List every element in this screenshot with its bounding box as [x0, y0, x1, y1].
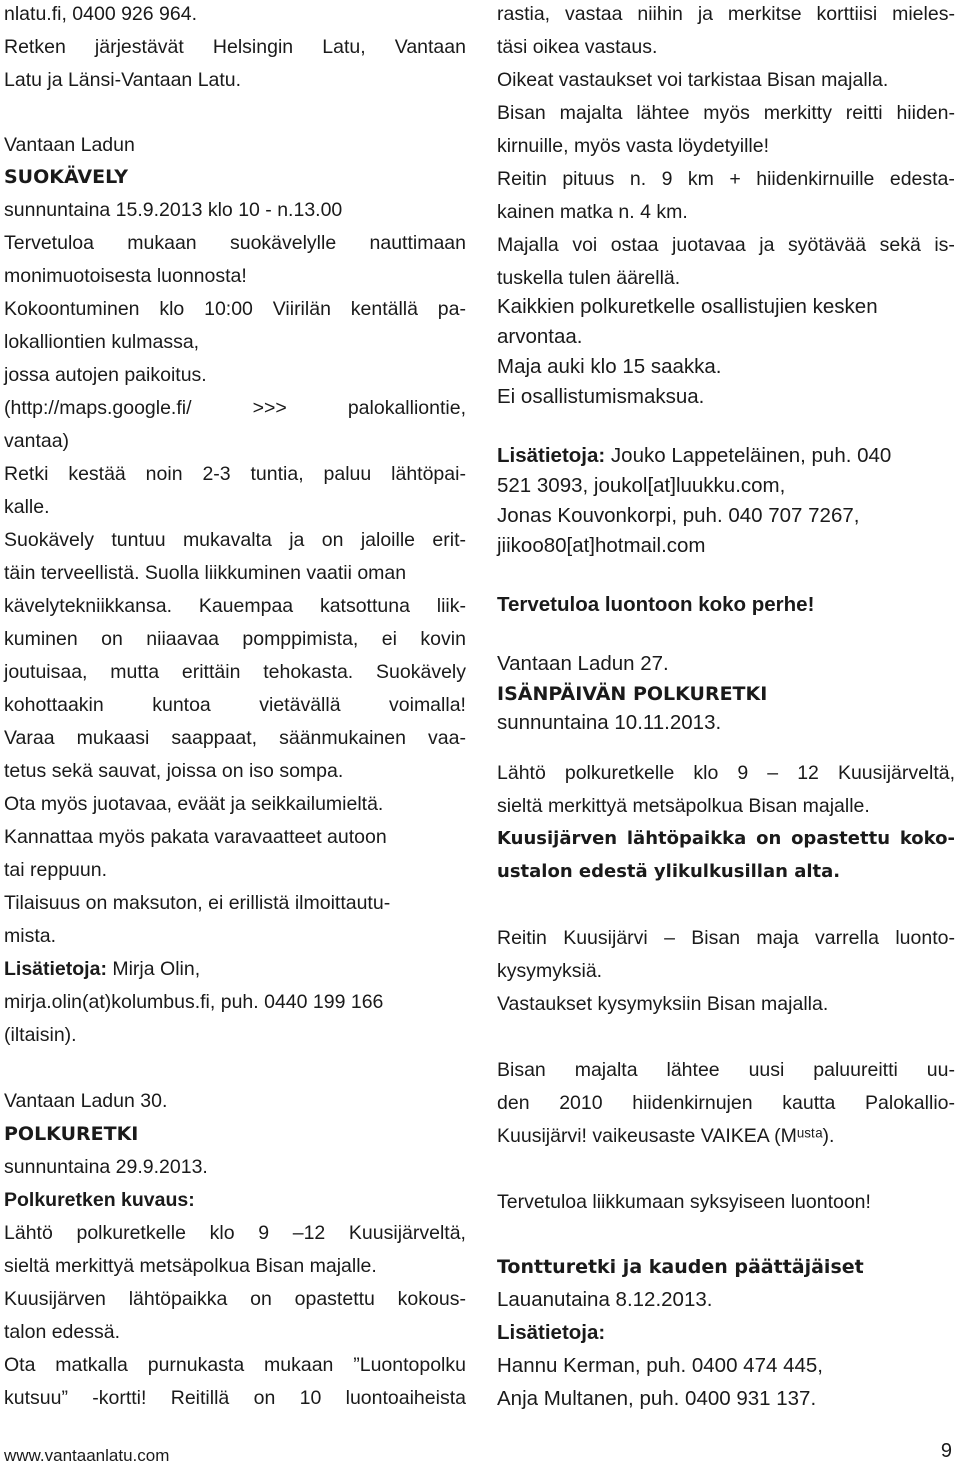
word: mukaan [264, 1354, 334, 1376]
word: –12 [292, 1222, 326, 1244]
word: mukaan [127, 232, 197, 254]
word: kautta [782, 1092, 836, 1114]
word: Bisan [497, 102, 546, 124]
word: tuntuu [111, 529, 166, 551]
word: vietävällä [259, 694, 341, 716]
word: majalta [559, 102, 623, 124]
word: koko- [899, 828, 955, 849]
text-line: Vastaukset kysymyksiin Bisan majalla. [497, 993, 829, 1015]
word: >>> [252, 397, 287, 419]
text-line: ustalon edestä ylikulkusillan alta. [497, 861, 841, 882]
word: liik- [436, 595, 466, 617]
word: Palokallio- [865, 1092, 955, 1114]
word: Suokävely [376, 661, 466, 683]
text-line: sieltä merkittyä metsäpolkua Bisan majalle. [4, 1255, 377, 1277]
text-line [4, 593, 466, 619]
text-line: tuskella tulen äärellä. [497, 267, 681, 289]
label-bold: Lisätietoja: [4, 958, 107, 980]
word: myös [703, 102, 750, 124]
label-bold: Lisätietoja: [497, 444, 606, 467]
text-line: nlatu.fi, 0400 926 964. [4, 3, 197, 25]
text-line: Ota myös juotavaa, eväät ja seikkailumieltä. [4, 793, 384, 815]
text-line: Kaikkien polkuretkelle osallistujien kesken [497, 295, 878, 318]
word: pituus [562, 168, 615, 190]
word: palokalliontie, [347, 397, 466, 419]
word: matkalla [55, 1354, 128, 1376]
word: on [321, 529, 344, 551]
text-line: Kuusijärvi! vaikeusaste VAIKEA (Mᵘˢᵗᵃ). [497, 1125, 835, 1147]
word: is- [934, 234, 955, 256]
word: Reitin [497, 168, 547, 190]
section-heading: ISÄNPÄIVÄN POLKURETKI [497, 683, 768, 705]
word: kutsuu” [4, 1387, 68, 1409]
word: + [729, 168, 741, 190]
text-line [4, 230, 466, 256]
word: (http://maps.google.fi/ [4, 397, 192, 419]
word: rastia, [497, 3, 551, 25]
word: säänmukainen [279, 727, 406, 749]
word: Kauempaa [198, 595, 294, 617]
word: 2-3 [202, 463, 231, 485]
text-line: Tilaisuus on maksuton, ei erillistä ilmoittautu- [4, 892, 391, 914]
word: den [497, 1092, 530, 1114]
word: klo [209, 1222, 235, 1244]
word: Ota [4, 1354, 36, 1376]
word: merkitse [727, 3, 802, 25]
word: Majalla [497, 234, 559, 256]
text-line [497, 443, 891, 469]
text-line: sunnuntaina 15.9.2013 klo 10 - n.13.00 [4, 199, 343, 221]
text-line: Lauanutaina 8.12.2013. [497, 1288, 713, 1311]
word: on [756, 828, 782, 849]
word: erit- [432, 529, 466, 551]
word: mukavalta [182, 529, 272, 551]
text-line: Vantaan Ladun [4, 134, 135, 156]
word: luonto- [895, 927, 955, 949]
word: on [250, 1288, 272, 1310]
word: reitti [845, 102, 883, 124]
word: Viirilän [272, 298, 331, 320]
word: saappaat, [171, 727, 258, 749]
text-line: monimuotoisesta luonnosta! [4, 265, 247, 287]
word: km [687, 168, 714, 190]
word: noin [145, 463, 183, 485]
text-line: kirnuille, myös vasta löydetyille! [497, 135, 770, 157]
text-line: Lisätietoja: [497, 1321, 606, 1344]
text-line: Kannattaa myös pakata varavaatteet autoon [4, 826, 387, 848]
text-line: Ei osallistumismaksua. [497, 385, 705, 408]
text-line: mirja.olin(at)kolumbus.fi, puh. 0440 199 166 [4, 991, 384, 1013]
label-value: Mirja Olin, [106, 958, 201, 980]
word: Reitin [497, 927, 547, 949]
word: Lähtö [497, 762, 546, 784]
word: Latu, [322, 36, 366, 58]
word: kuminen [4, 628, 78, 650]
word: pa- [437, 298, 466, 320]
word: Varaa [4, 727, 55, 749]
word: polkuretkelle [564, 762, 675, 784]
text-line: Anja Multanen, puh. 0400 931 137. [497, 1387, 817, 1410]
word: niiaavaa [146, 628, 219, 650]
word: 9 [258, 1222, 270, 1244]
word: Kuusijärveltä, [837, 762, 955, 784]
word: 9 [737, 762, 749, 784]
text-line [4, 956, 200, 982]
text-line: jiikoo80[at]hotmail.com [497, 534, 706, 557]
word: hiidenkirnujen [632, 1092, 753, 1114]
text-line [497, 100, 955, 126]
word: suokävelylle [229, 232, 337, 254]
label-value: Jouko Lappeteläinen, puh. 040 [605, 444, 892, 467]
section-heading: SUOKÄVELY [4, 166, 128, 188]
text-line: 521 3093, joukol[at]luukku.com, [497, 474, 786, 497]
word: pomppimista, [242, 628, 359, 650]
word: Kokoontuminen [4, 298, 140, 320]
text-line: täin terveellistä. Suolla liikkuminen vaatii oman [4, 562, 407, 584]
text-line [4, 1385, 466, 1411]
text-line [4, 461, 466, 487]
text-line: Latu ja Länsi-Vantaan Latu. [4, 69, 242, 91]
word: luontoaiheista [345, 1387, 466, 1409]
word: edesta- [889, 168, 955, 190]
text-line [4, 395, 466, 421]
page-number: 9 [940, 1440, 952, 1462]
text-line: tetus sekä sauvat, joissa on iso sompa. [4, 760, 344, 782]
text-line: kysymyksiä. [497, 960, 603, 982]
word: polkuretkelle [76, 1222, 186, 1244]
text-line: kalle. [4, 496, 50, 518]
text-line: kainen matka n. 4 km. [497, 201, 688, 223]
word: 10:00 [204, 298, 253, 320]
word: uusi [748, 1059, 785, 1081]
word: katsottuna [319, 595, 410, 617]
word: -kortti! [92, 1387, 147, 1409]
word: ”Luontopolku [353, 1354, 466, 1376]
word: 10 [299, 1387, 322, 1409]
word: 2010 [559, 1092, 603, 1114]
word: sekä [879, 234, 921, 256]
word: nauttimaan [369, 232, 466, 254]
word: opastettu [791, 828, 891, 849]
word: Kuusijärven [4, 1288, 106, 1310]
word: voimalla! [389, 694, 466, 716]
text-line: Polkuretken kuvaus: [4, 1189, 195, 1211]
text-line [497, 925, 955, 951]
word: – [664, 927, 675, 949]
text-line: sunnuntaina 29.9.2013. [4, 1156, 208, 1178]
word: merkitty [763, 102, 832, 124]
word: Kuusijärveltä, [348, 1222, 466, 1244]
word: vaa- [428, 727, 466, 749]
word: tehokasta. [263, 661, 354, 683]
text-line [497, 1057, 955, 1083]
text-line [4, 1352, 466, 1378]
word: lähtöpaikka [128, 1288, 228, 1310]
word: Bisan [497, 1059, 546, 1081]
word: Retki [4, 463, 49, 485]
word: mukaasi [76, 727, 150, 749]
word: Reitillä [170, 1387, 230, 1409]
text-line: mista. [4, 925, 57, 947]
text-line [497, 826, 955, 852]
word: paluureitti [813, 1059, 898, 1081]
word: klo [693, 762, 719, 784]
word: tuntia, [250, 463, 304, 485]
text-line: tai reppuun. [4, 859, 107, 881]
word: purnukasta [147, 1354, 245, 1376]
word: kentällä [350, 298, 418, 320]
word: 12 [797, 762, 819, 784]
text-line: Jonas Kouvonkorpi, puh. 040 707 7267, [497, 504, 860, 527]
word: vastaa [565, 3, 623, 25]
text-line: sunnuntaina 10.11.2013. [497, 711, 722, 734]
text-line [497, 1090, 955, 1116]
text-line [4, 692, 466, 718]
word: majalta [574, 1059, 638, 1081]
word: opastettu [294, 1288, 375, 1310]
word: mieles- [892, 3, 955, 25]
word: lähtee [666, 1059, 720, 1081]
word: kovin [420, 628, 466, 650]
word: paluu [323, 463, 372, 485]
text-line: arvontaa. [497, 325, 583, 348]
text-line [4, 296, 466, 322]
word: erittäin [181, 661, 241, 683]
word: on [101, 628, 123, 650]
word: hiiden- [896, 102, 955, 124]
word: – [767, 762, 779, 784]
text-line: Hannu Kerman, puh. 0400 474 445, [497, 1354, 823, 1377]
word: mutta [110, 661, 160, 683]
text-line: talon edessä. [4, 1321, 121, 1343]
word: ja [289, 529, 305, 551]
text-line: Vantaan Ladun 27. [497, 652, 669, 675]
word: Helsingin [212, 36, 294, 58]
word: ja [697, 3, 714, 25]
word: juotavaa [672, 234, 746, 256]
word: joutuisaa, [4, 661, 88, 683]
word: ostaa [610, 234, 659, 256]
word: Suokävely [4, 529, 94, 551]
word: jaloille [360, 529, 416, 551]
word: on [253, 1387, 276, 1409]
word: lähtöpai- [391, 463, 466, 485]
text-line: (iltaisin). [4, 1024, 77, 1046]
text-line [4, 34, 466, 60]
word: ei [381, 628, 397, 650]
text-line: lokalliontien kulmassa, [4, 331, 200, 353]
text-line: Oikeat vastaukset voi tarkistaa Bisan majalla. [497, 69, 889, 91]
text-line [4, 659, 466, 685]
word: kohottaakin [4, 694, 104, 716]
word: hiidenkirnuille [756, 168, 875, 190]
word: niihin [637, 3, 683, 25]
section-heading: POLKURETKI [4, 1123, 139, 1145]
text-line [497, 1, 955, 27]
text-line: Vantaan Ladun 30. [4, 1090, 168, 1112]
word: Bisan [691, 927, 741, 949]
word: voi [572, 234, 598, 256]
text-line: sieltä merkittyä metsäpolkua Bisan majalle. [497, 795, 870, 817]
word: maja [756, 927, 799, 949]
word: lähtee [636, 102, 690, 124]
word: Kuusijärvi [563, 927, 648, 949]
word: korttiisi [816, 3, 878, 25]
text-line: Maja auki klo 15 saakka. [497, 355, 722, 378]
word: 9 [661, 168, 673, 190]
text-line [497, 232, 955, 258]
section-heading: Tontturetki ja kauden päättäjäiset [497, 1256, 864, 1278]
word: Tervetuloa [4, 232, 94, 254]
word: kestää [68, 463, 126, 485]
word: kuntoa [152, 694, 211, 716]
word: klo [159, 298, 185, 320]
word: Vantaan [394, 36, 466, 58]
text-line: Tervetuloa luontoon koko perhe! [497, 593, 815, 616]
footer-url[interactable]: www.vantaanlatu.com [4, 1446, 170, 1465]
word: kokous- [397, 1288, 466, 1310]
word: Kuusijärven [497, 828, 618, 849]
word: ja [759, 234, 775, 256]
word: n. [629, 168, 647, 190]
text-line [497, 166, 955, 192]
word: Retken [4, 36, 66, 58]
text-line [4, 1220, 466, 1246]
text-line [4, 1286, 466, 1312]
word: lähtöpaikka [626, 828, 747, 849]
word: järjestävät [94, 36, 184, 58]
word: kävelytekniikkansa. [4, 595, 172, 617]
word: Lähtö [4, 1222, 53, 1244]
text-line: vantaa) [4, 430, 70, 452]
text-line: jossa autojen paikoitus. [4, 364, 207, 386]
text-line [4, 725, 466, 751]
text-line [4, 626, 466, 652]
word: syötävää [788, 234, 867, 256]
text-line [497, 760, 955, 786]
word: varrella [815, 927, 879, 949]
word: uu- [926, 1059, 955, 1081]
text-line: täsi oikea vastaus. [497, 36, 658, 58]
text-line [4, 527, 466, 553]
text-line: Tervetuloa liikkumaan syksyiseen luontoon! [497, 1191, 871, 1213]
